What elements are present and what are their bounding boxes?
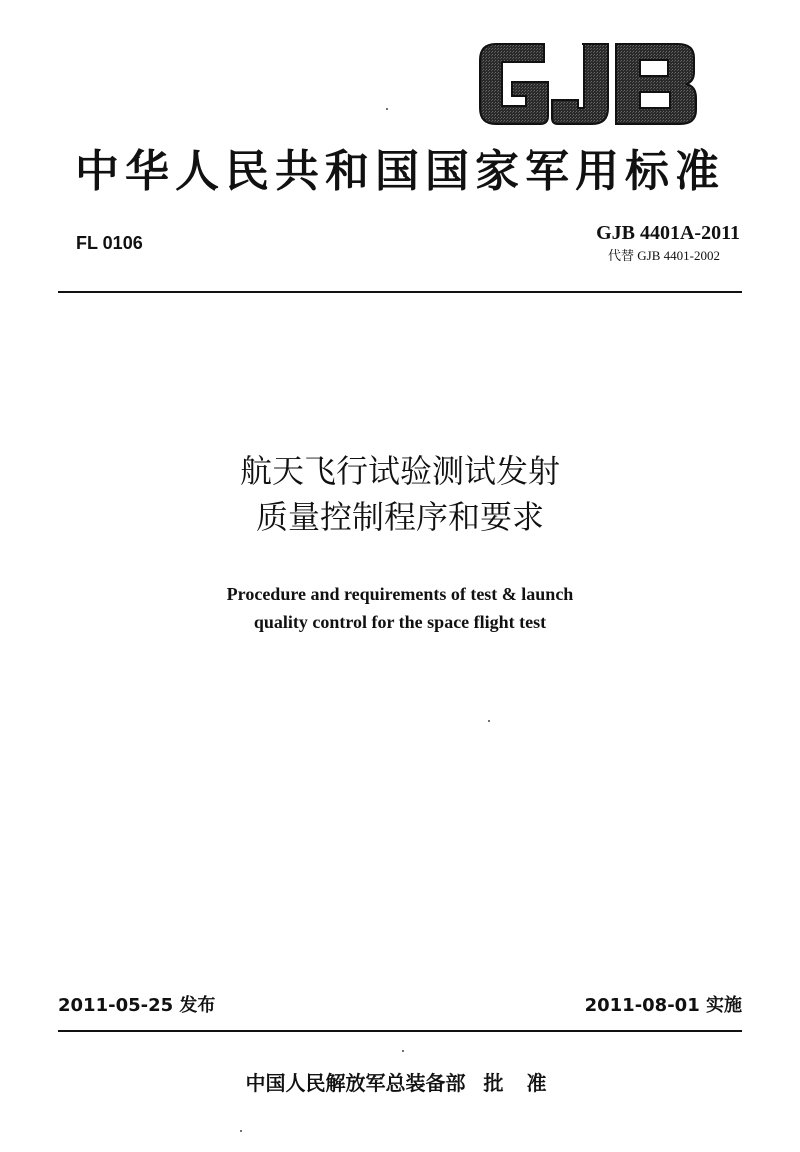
- english-title: [0, 580, 800, 636]
- classification-code: FL 0106: [76, 233, 143, 253]
- english-title-line-1: Procedure and requirements of test & launch: [226, 584, 574, 604]
- english-title-line-2: quality control for the space flight test: [253, 612, 547, 632]
- chinese-title-line-1: 航天飞行试验测试发射: [239, 452, 560, 490]
- top-divider: [58, 291, 742, 293]
- approval-word: 批 准: [483, 1071, 555, 1095]
- chinese-title-line-2: 质量控制程序和要求: [255, 498, 544, 536]
- scan-speck: [402, 1050, 404, 1052]
- gjb-logo: [474, 36, 702, 132]
- chinese-title: [0, 448, 800, 540]
- approving-authority: 中国人民解放军总装备部: [245, 1071, 466, 1095]
- issue-date: 2011-05-25 发布: [58, 995, 216, 1016]
- standard-number-block: [560, 220, 740, 266]
- approval-line: [0, 1068, 800, 1098]
- bottom-divider: [58, 1030, 742, 1032]
- replaced-standard: 代替 GJB 4401-2002: [608, 248, 720, 263]
- scan-speck: [488, 720, 490, 722]
- standard-number: GJB 4401A-2011: [596, 222, 740, 244]
- scan-speck: [240, 1130, 242, 1132]
- implementation-date: 2011-08-01 实施: [584, 995, 742, 1016]
- issuing-authority-title: 中华人民共和国国家军用标准: [75, 146, 725, 197]
- scan-speck: [386, 108, 388, 110]
